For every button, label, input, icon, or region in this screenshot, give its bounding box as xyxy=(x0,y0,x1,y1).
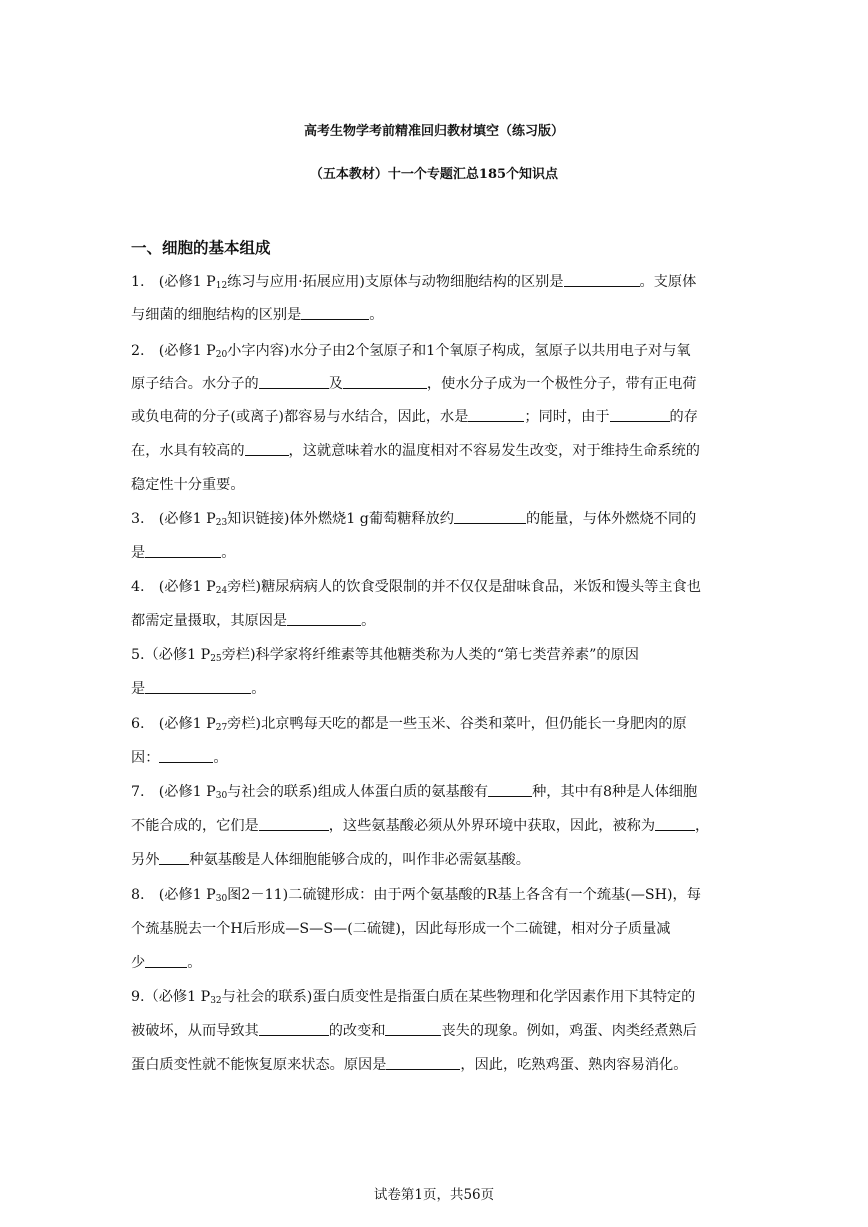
answer-blank[interactable] xyxy=(468,406,524,422)
question-4-line-1: 4. (必修1 $P_{24}$旁栏)糖尿病病人的饮食受限制的并不仅仅是甜味食品，米饭和馒头等主食也 xyxy=(131,579,701,596)
answer-blank[interactable] xyxy=(610,406,670,422)
question-8-line-1: 8. (必修1 $P_{30}$图2－11)二硫键形成：由于两个氨基酸的R基上各含有一个巯基(—SH)，每 xyxy=(131,887,701,904)
answer-blank[interactable] xyxy=(655,815,695,831)
answer-blank[interactable] xyxy=(386,1054,460,1070)
question-7-line-2: 不能合成的，它们是 ，这些氨基酸必须从外界环境中获取，因此，被称为 ， xyxy=(131,815,709,837)
question-4-line-2: 都需定量摄取，其原因是 。 xyxy=(131,610,375,632)
question-2-line-5: 稳定性十分重要。 xyxy=(131,477,245,493)
answer-blank[interactable] xyxy=(454,508,526,524)
answer-blank[interactable] xyxy=(145,678,251,694)
answer-blank[interactable] xyxy=(159,849,189,865)
question-8-line-2: 个巯基脱去一个H后形成—S—S—(二硫键)，因此每形成一个二硫键，相对分子质量减 xyxy=(131,921,671,937)
answer-blank[interactable] xyxy=(287,610,361,626)
answer-blank[interactable] xyxy=(301,304,369,320)
question-7-line-1: 7. (必修1 $P_{30}$与社会的联系)组成人体蛋白质的氨基酸有 种，其中有8种是人体细胞 xyxy=(131,781,697,803)
answer-blank[interactable] xyxy=(259,1020,329,1036)
answer-blank[interactable] xyxy=(343,373,427,389)
question-2-line-4: 在，水具有较高的 ，这就意味着水的温度相对不容易发生改变，对于维持生命系统的 xyxy=(131,440,700,462)
answer-blank[interactable] xyxy=(159,747,213,763)
question-2-line-1: 2. (必修1 $P_{20}$小字内容)水分子由2个氢原子和1个氧原子构成，氢原子以共用电子对与氧 xyxy=(131,343,691,360)
question-5-line-2: 是 。 xyxy=(131,678,265,700)
question-6-line-1: 6. (必修1 $P_{27}$旁栏)北京鸭每天吃的都是一些玉米、谷类和菜叶，但仍能长一身肥肉的原 xyxy=(131,716,687,733)
question-9-line-1: 9.（必修1 $P_{32}$与社会的联系)蛋白质变性是指蛋白质在某些物理和化学因素作用下其特定的 xyxy=(131,989,696,1006)
question-9-line-3: 蛋白质变性就不能恢复原来状态。原因是 ，因此，吃熟鸡蛋、熟肉容易消化。 xyxy=(131,1054,687,1076)
question-2-line-2: 原子结合。水分子的 及 ，使水分子成为一个极性分子，带有正电荷 xyxy=(131,373,696,395)
answer-blank[interactable] xyxy=(245,440,289,456)
answer-blank[interactable] xyxy=(259,373,329,389)
question-3-line-1: 3. (必修1 $P_{23}$知识链接)体外燃烧1 g葡萄糖释放约 的能量，与体外燃烧不同的 xyxy=(131,508,696,530)
section-heading: 一、细胞的基本组成 xyxy=(131,238,271,257)
question-2-line-3: 或负电荷的分子(或离子)都容易与水结合，因此，水是 ；同时，由于 的存 xyxy=(131,406,698,428)
page-footer: 试卷第1页，共56页 xyxy=(373,1187,495,1203)
answer-blank[interactable] xyxy=(385,1020,441,1036)
question-7-line-3: 另外 种氨基酸是人体细胞能够合成的，叫作非必需氨基酸。 xyxy=(131,849,530,871)
question-1-line-2: 与细菌的细胞结构的区别是 。 xyxy=(131,304,383,326)
answer-blank[interactable] xyxy=(259,815,329,831)
document-title-line-2: （五本教材）十一个专题汇总185个知识点 xyxy=(309,167,559,182)
answer-blank[interactable] xyxy=(488,781,532,797)
answer-blank[interactable] xyxy=(145,952,187,968)
question-9-line-2: 被破坏，从而导致其 的改变和 丧失的现象。例如，鸡蛋、肉类经煮熟后 xyxy=(131,1020,697,1042)
question-8-line-3: 少 。 xyxy=(131,952,201,974)
question-3-line-2: 是 。 xyxy=(131,542,235,564)
answer-blank[interactable] xyxy=(564,271,640,287)
question-5-line-1: 5.（必修1 $P_{25}$旁栏)科学家将纤维素等其他糖类称为人类的“第七类营养素”的原因 xyxy=(131,647,639,664)
answer-blank[interactable] xyxy=(145,542,221,558)
question-6-line-2: 因： 。 xyxy=(131,747,228,769)
question-1-line-1: 1. (必修1 $P_{12}$练习与应用·拓展应用)支原体与动物细胞结构的区别是 。支原体 xyxy=(131,271,696,293)
document-title-line-1: 高考生物学考前精准回归教材填空（练习版） xyxy=(303,124,564,139)
